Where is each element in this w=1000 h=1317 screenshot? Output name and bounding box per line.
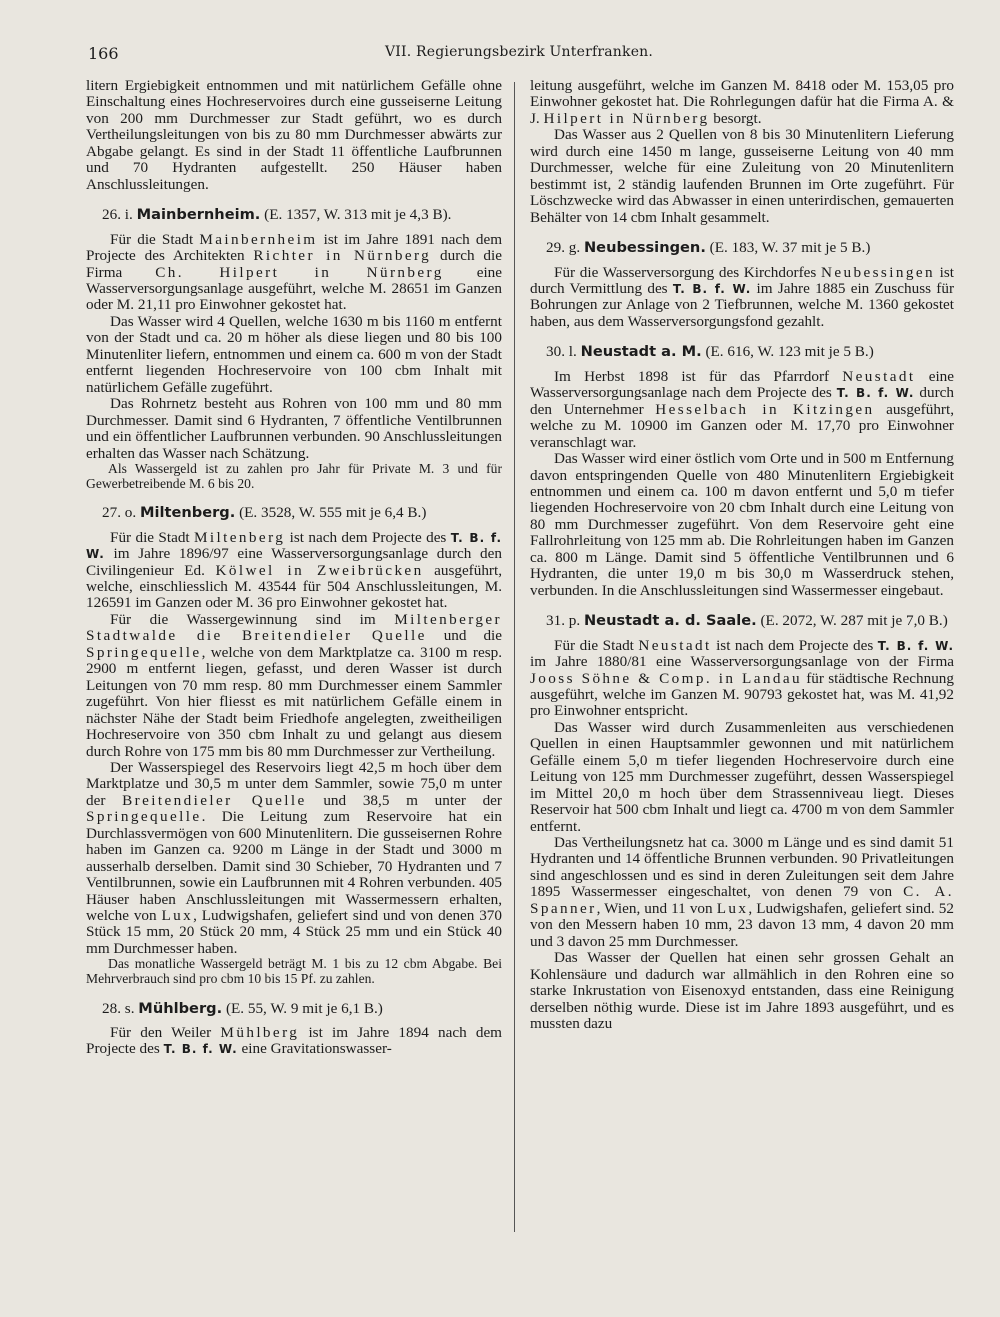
entry-heading: 31. p. Neustadt a. d. Saale. (E. 2072, W. 287 mit je 7,0 B.) bbox=[546, 612, 948, 630]
paragraph: Für die Stadt Neustadt ist nach dem Projecte des T. B. f. W. im Jahre 1880/81 eine Wasserversorgungsanlage von der Firma Jooss Söhne & Comp. in Landau für städtische Rechnung ausgeführt, welche im Ganzen M. 90793 gekostet hat, was M. 41,92 pro Einwohner entspricht. bbox=[530, 636, 955, 720]
paragraph: leitung ausgeführt, welche im Ganzen M. 8418 oder M. 153,05 pro Einwohner gekostet hat. Die Rohrlegungen dafür hat die Firma A. & J. Hilpert in Nürnberg besorgt. bbox=[530, 77, 954, 127]
paragraph: Für die Stadt Mainbernheim ist im Jahre 1891 nach dem Projecte des Architekten Richter in Nürnberg durch die Firma Ch. Hilpert in Nürnberg eine Wasserversorgungsanlage ausgeführt, welche M. 28651 im Ganzen oder M. 21,11 pro Einwohner gekostet hat. bbox=[86, 230, 503, 314]
paragraph: litern Ergiebigkeit entnommen und mit natürlichem Gefälle ohne Einschaltung eines Hochreservoires durch eine gusseiserne Leitung von 200 mm Durchmesser zur Stadt geführt, wo es durch Vertheilungsleitungen von bis zu 80 mm Durchmesser abwärts zur Abgabe gelangt. Es sind in der Stadt 11 öffentliche Laufbrunnen und 70 Hydranten aufgestellt. 250 Häuser haben Anschlussleitungen. bbox=[86, 77, 502, 193]
paragraph: Für die Stadt Miltenberg ist nach dem Projecte des T. B. f. W. im Jahre 1896/97 eine Wasserversorgungsanlage durch den Civilingenieur Ed. Kölwel in Zweibrücken ausgeführt, welche, einschliesslich M. 43544 für 504 Anschlussleitungen, M. 126591 im Ganzen oder M. 36 pro Einwohner gekostet hat. bbox=[86, 528, 503, 612]
place-name: Neustadt a. d. Saale. bbox=[583, 612, 757, 630]
footnote: Als Wassergeld ist zu zahlen pro Jahr für Private M. 3 und für Gewerbetreibende M. 6 bis 20. bbox=[86, 460, 502, 491]
paragraph: Für die Wasserversorgung des Kirchdorfes Neubessingen ist durch Vermittlung des T. B. f. W. im Jahre 1885 ein Zuschuss für Bohrungen zur Anlage von 2 Tiefbrunnen, welche M. 1360 gekostet haben, aus dem Wasserversorgungsfond gezahlt. bbox=[530, 263, 955, 330]
paragraph: Das Vertheilungsnetz hat ca. 3000 m Länge und es sind damit 51 Hydranten und 14 öffentliche Brunnen verbunden. 90 Privatleitungen sind angeschlossen und es sind in deren Zuleitungen seit dem Jahre 1895 Wassermesser eingeschaltet, von denen 79 von C. A. Spanner, Wien, und 11 von Lux, Ludwigshafen, geliefert sind. 52 von den Messern haben 10 mm, 23 davon 13 mm, 4 davon 20 mm und 3 davon 25 mm Durchmesser. bbox=[530, 834, 954, 950]
place-name: Neubessingen. bbox=[583, 239, 706, 257]
place-name: Neustadt a. M. bbox=[580, 343, 702, 361]
column-divider bbox=[514, 82, 515, 1232]
paragraph: Der Wasserspiegel des Reservoirs liegt 42,5 m hoch über dem Marktplatze und 30,5 m unter dem Sammler, sowie 75,0 m unter der Breitendieler Quelle und 38,5 m unter der Springequelle. Die Leitung zum Reservoire hat ein Durchlassvermögen von 600 Minutenlitern. Die gusseisernen Rohre haben im Ganzen ca. 9200 m Länge in der Stadt und 3000 m ausserhalb derselben. Damit sind 30 Schieber, 70 Hydranten und 7 Ventilbrunnen, sowie ein Laufbrunnen mit 4 Rohren verbunden. 405 Häuser haben Anschlussleitungen mit Wassermessern erhalten, welche von Lux, Ludwigshafen, geliefert sind und von denen 370 Stück 15 mm, 20 Stück 20 mm, 4 Stück 25 mm und ein Stück 40 mm Durchmesser haben. bbox=[86, 758, 502, 957]
paragraph: Das Wasser wird einer östlich vom Orte und in 500 m Entfernung davon entspringenden Quelle von 480 Minutenlitern Ergiebigkeit entnommen und einem ca. 100 m davon entfernt und 5,0 m tiefer liegenden Hochreservoire von 20 cbm Inhalt durch eine Leitung von 80 mm Durchmesser zugeführt. Von dem Reservoire geht eine Fallrohrleitung von 125 mm ab. Die Rohrleitungen haben im Ganzen ca. 800 m Länge. Damit sind 5 öffentliche Ventilbrunnen und 6 Hydranten, die unter 19,0 m bis 30,0 m Wasserdruck stehen, verbunden. In die Anschlussleitungen sind Wassermesser eingebaut. bbox=[530, 450, 954, 599]
paragraph: Für die Wassergewinnung sind im Miltenberger Stadtwalde die Breitendieler Quelle und die Springequelle, welche von dem Marktplatze ca. 3100 m resp. 2900 m entfernt liegen, gefasst, und deren Wasser ist durch Leitungen von 70 mm resp. 80 mm Durchmesser einem Sammler zugeführt. Von hier fliesst es mit natürlichem Gefälle einem in nächster Nähe der Stadt beim Friedhofe angelegten, zweitheiligen Hochreservoire von 350 cbm Inhalt zu und gelangt aus diesem durch Rohre von 175 mm bis 80 mm Durchmesser zur Vertheilung. bbox=[86, 610, 502, 760]
paragraph: Das Wasser wird durch Zusammenleiten aus verschiedenen Quellen in einen Hauptsammler gewonnen und mit natürlichem Gefälle einem 5,0 m tiefer liegenden Hochreservoire durch eine Leitung von 125 mm Durchmesser zugeführt, dessen Wasserspiegel im Mittel 20,0 m hoch über dem Strassenniveau liegt. Dieses Reservoir hat 500 cbm Inhalt und liegt ca. 4700 m von dem Sammler entfernt. bbox=[530, 718, 954, 835]
page-header bbox=[88, 44, 950, 66]
running-head: VII. Regierungsbezirk Unterfranken. bbox=[384, 44, 654, 60]
paragraph: Für den Weiler Mühlberg ist im Jahre 1894 nach dem Projecte des T. B. f. W. eine Gravitationswasser- bbox=[86, 1024, 502, 1058]
place-name: Mainbernheim. bbox=[136, 206, 261, 224]
entry-heading: 27. o. Miltenberg. (E. 3528, W. 555 mit je 6,4 B.) bbox=[102, 504, 427, 522]
page-number: 166 bbox=[88, 44, 119, 63]
right-column bbox=[530, 78, 954, 1032]
paragraph: Das Wasser aus 2 Quellen von 8 bis 30 Minutenlitern Lieferung wird durch eine 1450 m lange, gusseiserne Leitung von 40 mm Durchmesser, welche für eine Zuleitung von 20 Minutenlitern bestimmt ist, 2 ständig laufenden Brunnen im Orte zugeführt. Für Löschzwecke wird das Abwasser in einen unterirdischen, gemauerten Behälter von 14 cbm Inhalt gesammelt. bbox=[530, 126, 954, 226]
paragraph: Das Wasser wird 4 Quellen, welche 1630 m bis 1160 m entfernt von der Stadt und ca. 20 m höher als diese liegen und 80 bis 100 Minutenliter liefern, entnommen und einem ca. 600 m von der Stadt entfernt liegenden Hochreservoire von 100 cbm Inhalt mit natürlichem Gefälle zugeführt. bbox=[86, 312, 502, 396]
entry-heading: 28. s. Mühlberg. (E. 55, W. 9 mit je 6,1 B.) bbox=[102, 999, 383, 1017]
entry-heading: 26. i. Mainbernheim. (E. 1357, W. 313 mit je 4,3 B). bbox=[102, 206, 452, 224]
place-name: Mühlberg. bbox=[138, 999, 223, 1017]
paragraph: Im Herbst 1898 ist für das Pfarrdorf Neustadt eine Wasserversorgungsanlage nach dem Projecte des T. B. f. W. durch den Unternehmer Hesselbach in Kitzingen ausgeführt, welche zu M. 10900 im Ganzen oder M. 17,70 pro Einwohner veranschlagt war. bbox=[530, 367, 955, 451]
entry-heading: 29. g. Neubessingen. (E. 183, W. 37 mit je 5 B.) bbox=[546, 239, 871, 257]
place-name: Miltenberg. bbox=[139, 504, 236, 522]
paragraph: Das Rohrnetz besteht aus Rohren von 100 mm und 80 mm Durchmesser. Damit sind 6 Hydranten, 7 öffentliche Ventilbrunnen und ein öffentlicher Laufbrunnen verbunden. 90 Anschlussleitungen erhalten das Wasser nach Schätzung. bbox=[86, 395, 502, 462]
paragraph: Das Wasser der Quellen hat einen sehr grossen Gehalt an Kohlensäure und dadurch war allmählich in den Rohren eine so starke Inkrustation von Eisenoxyd entstanden, dass eine Reinigung derselben nöthig wurde. Diese ist im Jahre 1893 ausgeführt, und es mussten dazu bbox=[530, 949, 954, 1033]
left-column bbox=[86, 78, 502, 1058]
footnote: Das monatliche Wassergeld beträgt M. 1 bis zu 12 cbm Abgabe. Bei Mehrverbrauch sind pro cbm 10 bis 15 Pf. zu zahlen. bbox=[86, 956, 502, 986]
entry-heading: 30. l. Neustadt a. M. (E. 616, W. 123 mit je 5 B.) bbox=[546, 343, 874, 361]
